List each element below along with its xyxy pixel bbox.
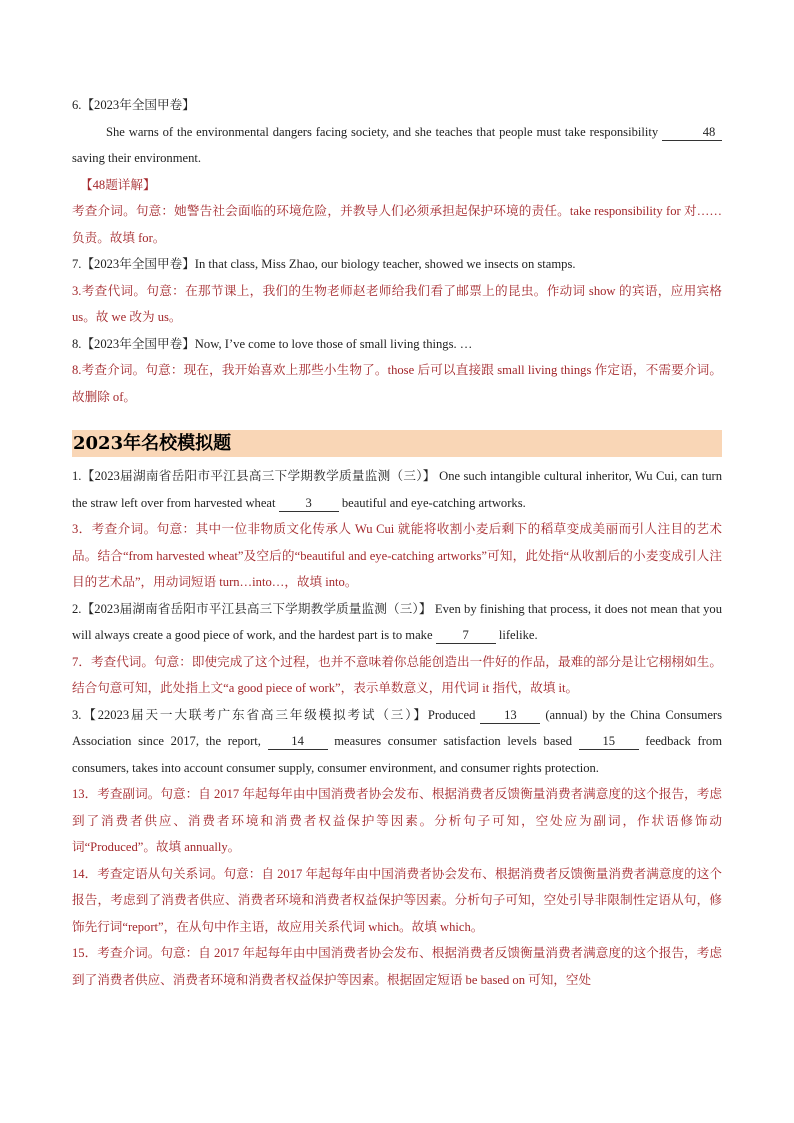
- explanation-15: 15．考查介词。句意：自 2017 年起每年由中国消费者协会发布、根据消费者反馈衡量消费者满意度的这个报告，考虑到了消费者供应、消费者环境和消费者权益保护等因素。根据固定短语 be based on 可知，空处: [72, 946, 722, 987]
- mock-question-1-text: 1.【2023届湖南省岳阳市平江县高三下学期教学质量监测（三）】 One such intangible cultural inheritor, Wu Cui, can turn the straw left over from harvested wheat 3 beautiful and eye-catching artworks.: [72, 469, 723, 510]
- question-7-explanation: 3.考查代词。句意：在那节课上，我们的生物老师赵老师给我们看了邮票上的昆虫。作动词 show 的宾语，应用宾格 us。故 we 改为 us。: [72, 283, 722, 324]
- mock-question-1-explanation: 3．考查介词。句意：其中一位非物质文化传承人 Wu Cui 就能将收割小麦后剩下的稻草变成美丽而引人注目的艺术品。结合“from harvested wheat”及空后的“beautiful and eye-catching artworks”可知，此处指“从收割后的小麦变成引人注目的艺术品”，用动词短语 turn…into…，故填 into。: [72, 522, 722, 589]
- question-6-explanation: 考查介词。句意：她警告社会面临的环境危险，并教导人们必须承担起保护环境的责任。take responsibility for 对……负责。故填 for。: [72, 204, 722, 245]
- question-8-explanation: 8.考查介词。句意：现在，我开始喜欢上那些小生物了。those 后可以直接跟 small living things 作定语，不需要介词。故删除 of。: [72, 363, 722, 404]
- explanation-13: 13．考查副词。句意：自 2017 年起每年由中国消费者协会发布、根据消费者反馈衡量消费者满意度的这个报告，考虑到了消费者供应、消费者环境和消费者权益保护等因素。分析句子可知，空处应为副词，作状语修饰动词“Produced”。故填 annually。: [72, 787, 722, 854]
- section-title: 2023年名校模拟题: [72, 430, 722, 457]
- blank-3: 3: [279, 495, 339, 512]
- blank-7: 7: [436, 627, 496, 644]
- question-6-header: 6.【2023年全国甲卷】: [72, 98, 195, 112]
- blank-14: 14: [268, 733, 328, 750]
- document-page: [72, 92, 722, 993]
- blank-15: 15: [579, 733, 639, 750]
- mock-question-2-text: 2.【2023届湖南省岳阳市平江县高三下学期教学质量监测（三）】 Even by finishing that process, it does not mean that you will always create a good piece of work, and the hardest part is to make 7 lifelike.: [72, 601, 722, 642]
- blank-48: 48: [662, 124, 722, 141]
- mock-question-3-text: 3.【22023届天一大联考广东省高三年级模拟考试（三）】Produced 13 (annual) by the China Consumers Association since 2017, the report, 14 measures consumer satisfaction levels based 15 feedback from consumers, takes into account consumer supply, consumer environment, and consumer rights protection.: [72, 707, 722, 775]
- mock-question-2-explanation: 7．考查代词。句意：即使完成了这个过程，也并不意味着你总能创造出一件好的作品，最难的部分是让它栩栩如生。结合句意可知，此处指上文“a good piece of work”，表示单数意义，用代词 it 指代，故填 it。: [72, 654, 722, 695]
- explanation-14: 14．考查定语从句关系词。句意：自 2017 年起每年由中国消费者协会发布、根据消费者反馈衡量消费者满意度的这个报告，考虑到了消费者供应、消费者环境和消费者权益保护等因素。分析句子可知，空处引导非限制性定语从句，修饰先行词“report”，在从句中作主语，故应用关系代词 which。故填 which。: [72, 866, 722, 934]
- detail-title: 【48题详解】: [80, 177, 156, 192]
- question-8-text: 8.【2023年全国甲卷】Now, I’ve come to love those of small living things. …: [72, 336, 473, 351]
- blank-13: 13: [480, 707, 540, 724]
- question-7-text: 7.【2023年全国甲卷】In that class, Miss Zhao, our biology teacher, showed we insects on stamps.: [72, 257, 576, 271]
- question-6-text: She warns of the environmental dangers facing society, and she teaches that people must take responsibility 48 saving their environment.: [72, 119, 722, 172]
